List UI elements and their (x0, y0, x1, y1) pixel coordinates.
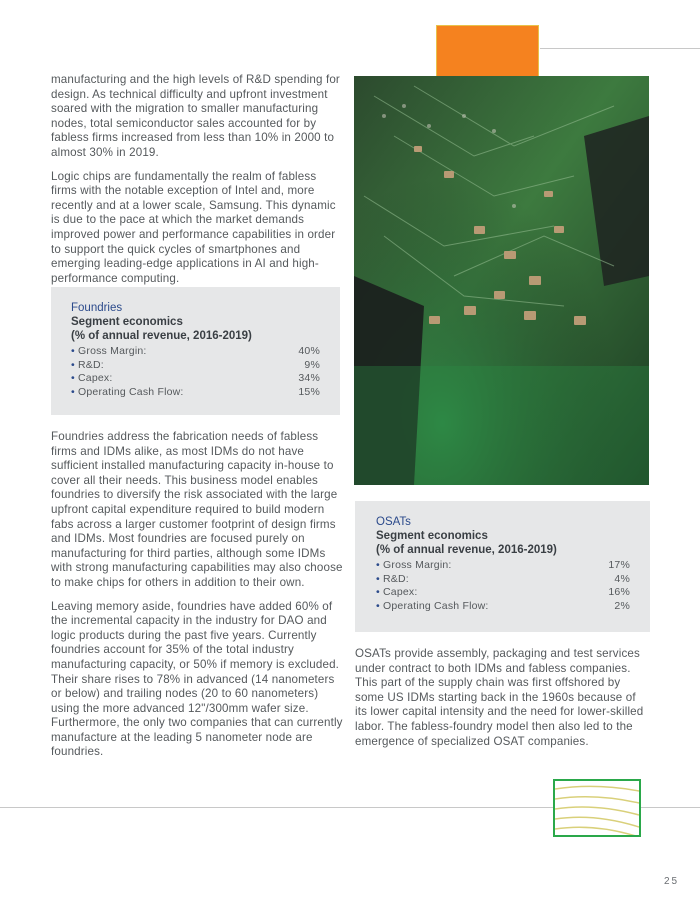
bullet-icon: • (71, 358, 75, 371)
bullet-icon: • (71, 372, 75, 385)
bullet-icon: • (376, 599, 380, 612)
right-column (355, 647, 650, 758)
bullet-icon: • (376, 559, 380, 571)
top-rule (540, 48, 700, 49)
bullet-icon: • (71, 385, 75, 398)
paragraph: manufacturing and the high levels of R&D spending for design. As technical difficulty and upfront investment soared with the migration to smaller manufacturing nodes, total semiconductor sales accounted for by fabless firms increased from less than 10% in 2000 to almost 30% in 2019. (51, 73, 340, 159)
box-subtitle-period: (% of annual revenue, 2016-2019) (71, 330, 252, 342)
left-column-lower (51, 430, 343, 769)
list-item: • Gross Margin: 40% (71, 345, 320, 357)
osats-box (355, 501, 650, 632)
box-title: Foundries (71, 302, 123, 314)
list-item: • R&D: 4% (376, 572, 630, 585)
left-column (51, 73, 343, 295)
box-subtitle-period: (% of annual revenue, 2016-2019) (376, 544, 557, 556)
foundries-box (51, 287, 340, 415)
list-item: • Operating Cash Flow: 15% (71, 385, 320, 398)
paragraph: Foundries address the fabrication needs of fabless firms and IDMs alike, as most IDMs do not have sufficient installed manufacturing capacity in-house to cover all their needs. This business model enables foundries to diversify the risk associated with the large upfront capital expenditure required to build modern fabs across a larger customer footprint of design firms and IDMs. Most foundries are focused purely on manufacturing for third parties, although some IDMs with strong manufacturing capabilities may also choose to make chips for others in addition to their own. (51, 430, 343, 589)
list-item: • Operating Cash Flow: 2% (376, 599, 630, 612)
box-subtitle: Segment economics (71, 316, 183, 328)
list-item: • R&D: 9% (71, 358, 320, 371)
bullet-icon: • (71, 345, 75, 357)
paragraph: Logic chips are fundamentally the realm of fabless firms with the notable exception of Intel and, more recently and at a lower scale, Samsung. This dynamic is due to the pace at which the market demands improved power and performance capabilities in order to support the quick cycles of smartphones and emerging leading-edge applications in AI and high-performance computing. (51, 169, 336, 285)
bullet-icon: • (376, 586, 380, 599)
list-item: • Capex: 16% (376, 586, 630, 599)
economics-list (71, 345, 320, 399)
paragraph: Leaving memory aside, foundries have added 60% of the incremental capacity in the industry for DAO and logic products during the past five years. Currently foundries account for 35% of the total industry manufacturing capacity, or 50% if memory is excluded. Their share rises to 78% in advanced (14 nanometers or below) and trailing nodes (20 to 60 nanometers) using the more advanced 12"/300mm wafer size. Furthermore, the only two companies that can currently manufacture at the leading 5 nanometer node are foundries. (51, 599, 343, 759)
wave-lines-icon (555, 781, 639, 835)
page-number: 25 (664, 876, 680, 887)
circuit-board-photo (354, 76, 649, 485)
bullet-icon: • (376, 572, 380, 585)
list-item: • Gross Margin: 17% (376, 559, 630, 571)
circuit-board-image (354, 76, 649, 485)
list-item: • Capex: 34% (71, 372, 320, 385)
box-subtitle: Segment economics (376, 530, 488, 542)
paragraph: OSATs provide assembly, packaging and test services under contract to both IDMs and fabless companies. This part of the supply chain was first offshored by some US IDMs starting back in the 1960s because of its lower capital intensity and the need for lower-skilled labor. The fabless-foundry model then also led to the emergence of specialized OSAT companies. (355, 647, 644, 748)
green-wave-decoration (553, 779, 641, 837)
box-title: OSATs (376, 516, 411, 528)
economics-list (376, 559, 630, 613)
